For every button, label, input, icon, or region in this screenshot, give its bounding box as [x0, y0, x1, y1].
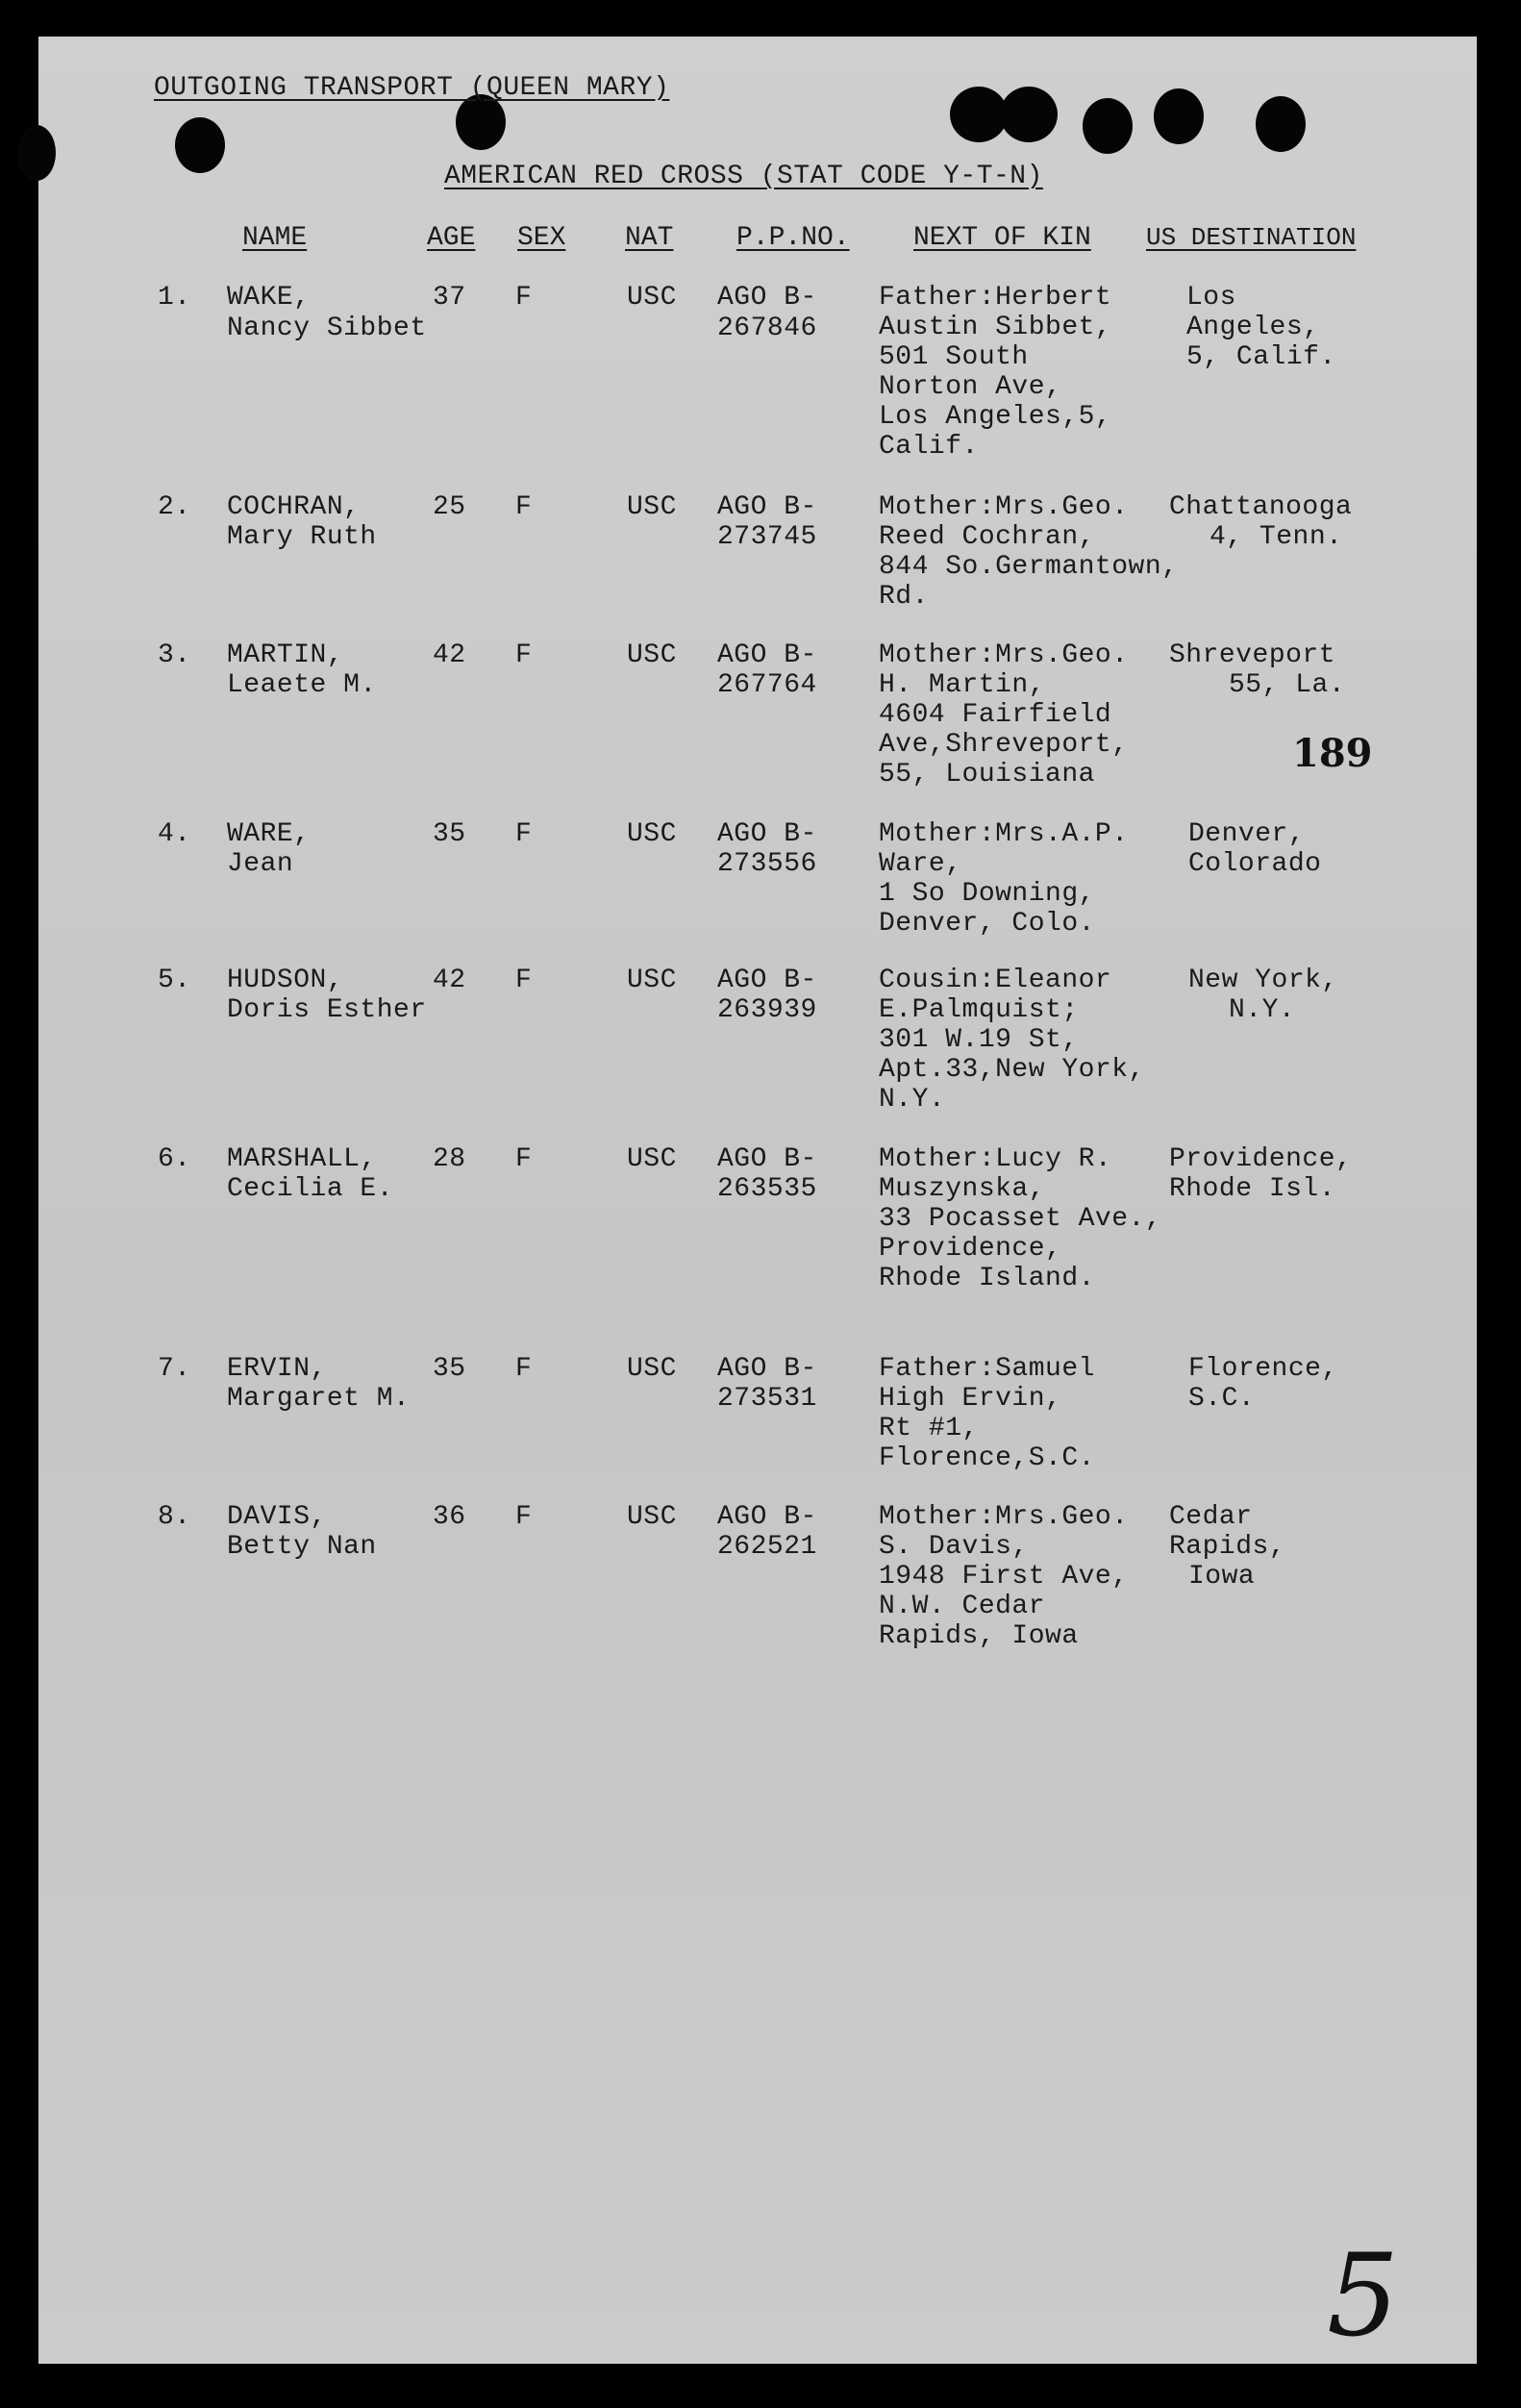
passport-prefix: AGO B- [717, 819, 817, 849]
col-dest: US DESTINATION [1146, 223, 1357, 252]
kin-line: 301 W.19 St, [879, 1025, 1079, 1055]
passport-number: 262521 [717, 1532, 817, 1562]
age: 42 [433, 640, 466, 670]
punch-hole [1000, 87, 1058, 142]
document-page [38, 37, 1477, 2364]
sex: F [515, 283, 533, 313]
kin-line: N.Y. [879, 1085, 946, 1115]
dest-line: 5, Calif. [1186, 342, 1336, 372]
col-pp: P.P.NO. [736, 223, 850, 253]
surname: WARE, [227, 819, 311, 849]
surname: WAKE, [227, 283, 311, 313]
nationality: USC [627, 283, 677, 313]
kin-line: Ware, [879, 849, 962, 879]
kin-line: H. Martin, [879, 670, 1046, 700]
kin-line: High Ervin, [879, 1384, 1062, 1414]
dest-line: Los [1186, 283, 1236, 313]
kin-line: Father:Samuel [879, 1354, 1095, 1384]
col-age: AGE [427, 223, 476, 253]
handwritten-page-number: 5 [1327, 2229, 1400, 2362]
kin-line: Mother:Lucy R. [879, 1144, 1112, 1174]
dest-line: Iowa [1188, 1562, 1256, 1592]
nationality: USC [627, 966, 677, 995]
age: 37 [433, 283, 466, 313]
passport-prefix: AGO B- [717, 283, 817, 313]
kin-line: Reed Cochran, [879, 522, 1095, 552]
passport-prefix: AGO B- [717, 1502, 817, 1532]
dest-line: 4, Tenn. [1209, 522, 1343, 552]
dest-line: Rapids, [1169, 1532, 1286, 1562]
punch-hole [1256, 96, 1306, 152]
kin-line: N.W. Cedar [879, 1592, 1046, 1621]
dest-line: 55, La. [1229, 670, 1346, 700]
passport-prefix: AGO B- [717, 966, 817, 995]
dest-line: Chattanooga [1169, 492, 1353, 522]
col-name: NAME [242, 223, 308, 253]
passport-number: 267764 [717, 670, 817, 700]
sex: F [515, 492, 533, 522]
passport-number: 273556 [717, 849, 817, 879]
transport-header: OUTGOING TRANSPORT (QUEEN MARY) [154, 73, 670, 103]
kin-line: 1 So Downing, [879, 879, 1095, 909]
passport-number: 273531 [717, 1384, 817, 1414]
age: 36 [433, 1502, 466, 1532]
kin-line: Father:Herbert [879, 283, 1112, 313]
dest-line: Shreveport [1169, 640, 1336, 670]
passport-number: 273745 [717, 522, 817, 552]
stamp-number: 189 [1292, 731, 1373, 776]
kin-line: Mother:Mrs.Geo. [879, 492, 1129, 522]
row-number: 6. [158, 1144, 191, 1174]
surname: DAVIS, [227, 1502, 327, 1532]
kin-line: 1948 First Ave, [879, 1562, 1129, 1592]
age: 42 [433, 966, 466, 995]
kin-line: Los Angeles,5, [879, 402, 1112, 432]
passport-number: 263939 [717, 995, 817, 1025]
kin-line: Rhode Island. [879, 1264, 1095, 1293]
kin-line: 844 So.Germantown, [879, 552, 1179, 582]
nationality: USC [627, 1502, 677, 1532]
row-number: 5. [158, 966, 191, 995]
row-number: 3. [158, 640, 191, 670]
age: 28 [433, 1144, 466, 1174]
passport-number: 263535 [717, 1174, 817, 1204]
surname: COCHRAN, [227, 492, 361, 522]
nationality: USC [627, 819, 677, 849]
row-number: 1. [158, 283, 191, 313]
sex: F [515, 640, 533, 670]
given-name: Betty Nan [227, 1532, 377, 1562]
kin-line: 501 South [879, 342, 1029, 372]
kin-line: Rapids, Iowa [879, 1621, 1079, 1651]
dest-line: Providence, [1169, 1144, 1353, 1174]
kin-line: Florence,S.C. [879, 1443, 1095, 1473]
dest-line: N.Y. [1229, 995, 1296, 1025]
given-name: Cecilia E. [227, 1174, 394, 1204]
kin-line: Norton Ave, [879, 372, 1062, 402]
nationality: USC [627, 492, 677, 522]
surname: MARSHALL, [227, 1144, 377, 1174]
kin-line: E.Palmquist; [879, 995, 1079, 1025]
punch-hole [950, 87, 1008, 142]
kin-line: Providence, [879, 1234, 1062, 1264]
kin-line: Austin Sibbet, [879, 313, 1112, 342]
dest-line: Angeles, [1186, 313, 1320, 342]
nationality: USC [627, 1144, 677, 1174]
dest-line: New York, [1188, 966, 1338, 995]
dest-line: Florence, [1188, 1354, 1338, 1384]
dest-line: Colorado [1188, 849, 1322, 879]
org-header: AMERICAN RED CROSS (STAT CODE Y-T-N) [444, 162, 1043, 191]
passport-prefix: AGO B- [717, 640, 817, 670]
punch-hole [1154, 88, 1204, 144]
row-number: 8. [158, 1502, 191, 1532]
col-kin: NEXT OF KIN [913, 223, 1091, 253]
sex: F [515, 1502, 533, 1532]
punch-hole [175, 117, 225, 173]
kin-line: Rt #1, [879, 1414, 979, 1443]
kin-line: Mother:Mrs.A.P. [879, 819, 1129, 849]
sex: F [515, 966, 533, 995]
surname: HUDSON, [227, 966, 344, 995]
kin-line: Rd. [879, 582, 929, 612]
passport-prefix: AGO B- [717, 492, 817, 522]
kin-line: Apt.33,New York, [879, 1055, 1145, 1085]
surname: ERVIN, [227, 1354, 327, 1384]
kin-line: Calif. [879, 432, 979, 462]
passport-number: 267846 [717, 314, 817, 343]
kin-line: Ave,Shreveport, [879, 730, 1129, 760]
punch-hole [1083, 98, 1133, 154]
given-name: Margaret M. [227, 1384, 411, 1414]
passport-prefix: AGO B- [717, 1354, 817, 1384]
kin-line: 55, Louisiana [879, 760, 1095, 790]
row-number: 2. [158, 492, 191, 522]
kin-line: S. Davis, [879, 1532, 1029, 1562]
dest-line: Denver, [1188, 819, 1306, 849]
given-name: Leaete M. [227, 670, 377, 700]
given-name: Jean [227, 849, 294, 879]
passport-prefix: AGO B- [717, 1144, 817, 1174]
col-nat: NAT [625, 223, 674, 253]
age: 35 [433, 1354, 466, 1384]
age: 25 [433, 492, 466, 522]
given-name: Mary Ruth [227, 522, 377, 552]
sex: F [515, 1354, 533, 1384]
nationality: USC [627, 1354, 677, 1384]
kin-line: 4604 Fairfield [879, 700, 1112, 730]
sex: F [515, 1144, 533, 1174]
dest-line: S.C. [1188, 1384, 1256, 1414]
kin-line: Mother:Mrs.Geo. [879, 1502, 1129, 1532]
punch-hole [17, 125, 56, 181]
age: 35 [433, 819, 466, 849]
row-number: 7. [158, 1354, 191, 1384]
col-sex: SEX [517, 223, 566, 253]
sex: F [515, 819, 533, 849]
surname: MARTIN, [227, 640, 344, 670]
kin-line: Muszynska, [879, 1174, 1046, 1204]
dest-line: Cedar [1169, 1502, 1253, 1532]
kin-line: Cousin:Eleanor [879, 966, 1112, 995]
dest-line: Rhode Isl. [1169, 1174, 1336, 1204]
given-name: Doris Esther [227, 995, 427, 1025]
kin-line: 33 Pocasset Ave., [879, 1204, 1162, 1234]
nationality: USC [627, 640, 677, 670]
given-name: Nancy Sibbet [227, 314, 427, 343]
row-number: 4. [158, 819, 191, 849]
kin-line: Mother:Mrs.Geo. [879, 640, 1129, 670]
kin-line: Denver, Colo. [879, 909, 1095, 939]
